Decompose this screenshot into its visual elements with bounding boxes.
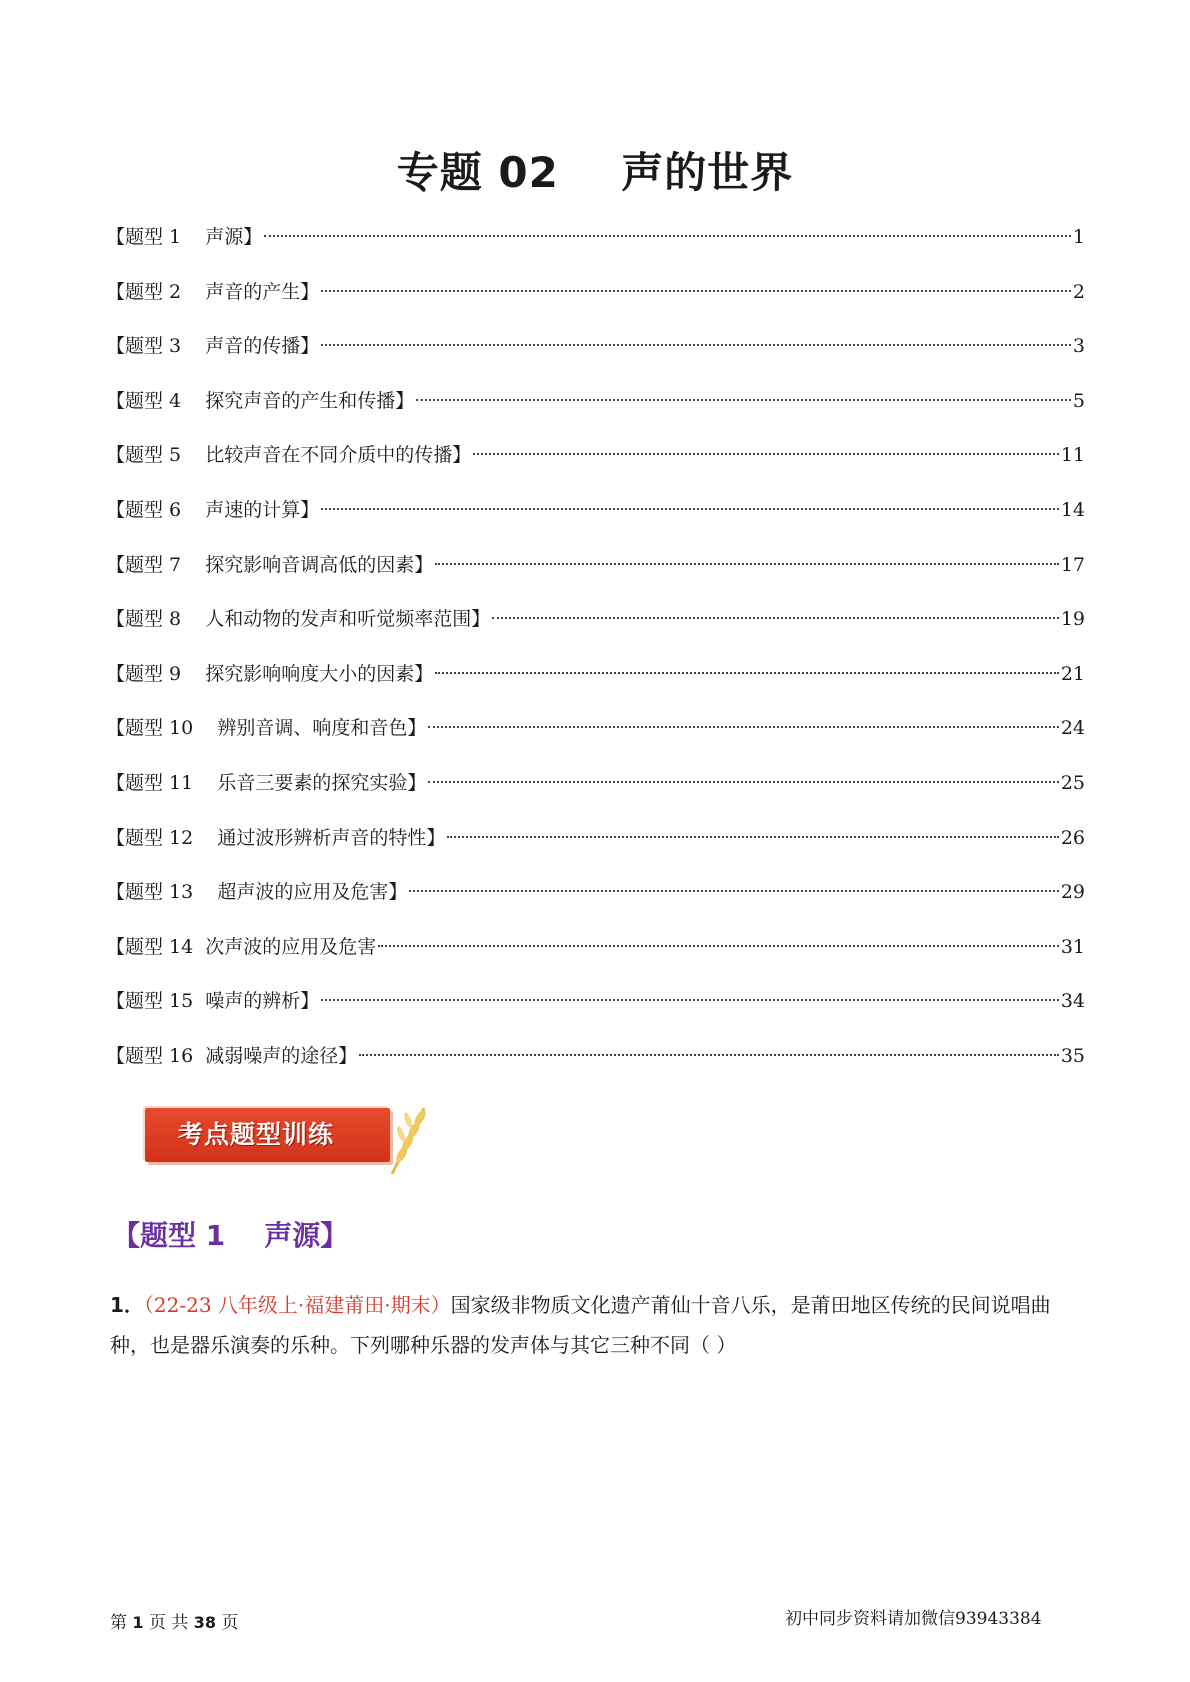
wheat-icon <box>384 1100 430 1178</box>
toc-entry-page: 24 <box>1060 717 1085 740</box>
toc-entry-label: 【题型 16 减弱噪声的途径】 <box>106 1044 358 1067</box>
page-footer-number <box>110 1608 238 1633</box>
toc-entry-page: 11 <box>1060 444 1085 467</box>
toc-entry-label: 【题型 14 次声波的应用及危害 <box>106 935 377 958</box>
toc-entry-label: 【题型 7 探究影响音调高低的因素】 <box>106 553 434 576</box>
toc-entry-label: 【题型 15 噪声的辨析】 <box>106 990 320 1013</box>
toc-entry-label: 【题型 13 超声波的应用及危害】 <box>106 881 408 904</box>
question-text: 国家级非物质文化遗产莆仙十音八乐，是莆田地区传统的民间说唱曲种，也是器乐演奏的乐种。下列哪种乐器的发声体与其它三种不同（ ） <box>110 1293 1051 1357</box>
toc-entry[interactable] <box>106 331 1085 386</box>
toc-entry[interactable] <box>106 986 1085 1041</box>
table-of-contents <box>106 222 1085 1096</box>
toc-entry[interactable] <box>106 1041 1085 1096</box>
toc-entry[interactable] <box>106 823 1085 878</box>
toc-entry-label: 【题型 2 声音的产生】 <box>106 280 320 303</box>
footer-prefix: 第 <box>110 1613 127 1633</box>
toc-entry[interactable] <box>106 604 1085 659</box>
question-1 <box>110 1285 1085 1365</box>
toc-leader-dots <box>447 836 1058 838</box>
toc-entry-page: 2 <box>1072 280 1085 303</box>
toc-entry[interactable] <box>106 222 1085 277</box>
footer-mid: 页 共 <box>148 1613 189 1633</box>
toc-leader-dots <box>416 399 1071 401</box>
toc-entry[interactable] <box>106 877 1085 932</box>
toc-entry-page: 29 <box>1060 881 1085 904</box>
toc-entry-page: 3 <box>1072 335 1085 358</box>
toc-leader-dots <box>321 999 1059 1001</box>
toc-entry-label: 【题型 9 探究影响响度大小的因素】 <box>106 662 434 685</box>
toc-leader-dots <box>428 726 1058 728</box>
toc-entry-page: 17 <box>1060 553 1085 576</box>
toc-leader-dots <box>378 945 1059 947</box>
toc-entry-page: 14 <box>1060 498 1085 521</box>
toc-entry-label: 【题型 1 声源】 <box>106 226 263 248</box>
footer-total: 38 <box>193 1613 217 1632</box>
toc-entry-label: 【题型 4 探究声音的产生和传播】 <box>106 389 415 412</box>
toc-entry-label: 【题型 10 辨别音调、响度和音色】 <box>106 717 427 740</box>
toc-entry[interactable] <box>106 768 1085 823</box>
toc-entry-page: 31 <box>1060 935 1085 958</box>
toc-entry-label: 【题型 12 通过波形辨析声音的特性】 <box>106 826 446 849</box>
toc-leader-dots <box>409 890 1058 892</box>
toc-leader-dots <box>435 672 1059 674</box>
footer-note: 初中同步资料请加微信93943384 <box>785 1609 1042 1629</box>
question-number: 1． <box>110 1293 144 1317</box>
toc-leader-dots <box>473 453 1059 455</box>
toc-entry-label: 【题型 8 人和动物的发声和听觉频率范围】 <box>106 608 491 631</box>
toc-leader-dots <box>428 781 1058 783</box>
toc-entry-page: 5 <box>1072 389 1085 412</box>
page-title: 专题 02 声的世界 <box>396 148 794 197</box>
toc-entry-page: 25 <box>1060 771 1085 794</box>
question-source: （22-23 八年级上·福建莆田·期末） <box>143 1293 451 1317</box>
section-heading: 【题型 1 声源】 <box>112 1219 349 1252</box>
toc-entry[interactable] <box>106 713 1085 768</box>
toc-entry[interactable] <box>106 495 1085 550</box>
toc-entry[interactable] <box>106 932 1085 987</box>
toc-leader-dots <box>435 563 1059 565</box>
toc-entry-label: 【题型 6 声速的计算】 <box>106 498 320 521</box>
toc-entry[interactable] <box>106 550 1085 605</box>
toc-leader-dots <box>492 617 1059 619</box>
toc-entry-label: 【题型 5 比较声音在不同介质中的传播】 <box>106 444 472 467</box>
toc-entry-page: 34 <box>1060 990 1085 1013</box>
toc-entry-page: 26 <box>1060 826 1085 849</box>
toc-leader-dots <box>264 235 1071 237</box>
toc-leader-dots <box>321 290 1071 292</box>
toc-entry-page: 21 <box>1060 662 1085 685</box>
toc-entry-label: 【题型 3 声音的传播】 <box>106 335 320 358</box>
toc-entry-page: 19 <box>1060 608 1085 631</box>
toc-entry[interactable] <box>106 386 1085 441</box>
toc-leader-dots <box>359 1054 1059 1056</box>
toc-entry[interactable] <box>106 277 1085 332</box>
toc-entry[interactable] <box>106 440 1085 495</box>
toc-entry-page: 35 <box>1060 1044 1085 1067</box>
toc-leader-dots <box>321 508 1059 510</box>
toc-entry[interactable] <box>106 659 1085 714</box>
toc-leader-dots <box>321 344 1071 346</box>
footer-page: 1 <box>132 1613 144 1632</box>
toc-entry-page: 1 <box>1072 226 1085 248</box>
toc-entry-label: 【题型 11 乐音三要素的探究实验】 <box>106 771 427 794</box>
footer-suffix: 页 <box>221 1613 239 1633</box>
section-banner: 考点题型训练 <box>145 1108 390 1162</box>
